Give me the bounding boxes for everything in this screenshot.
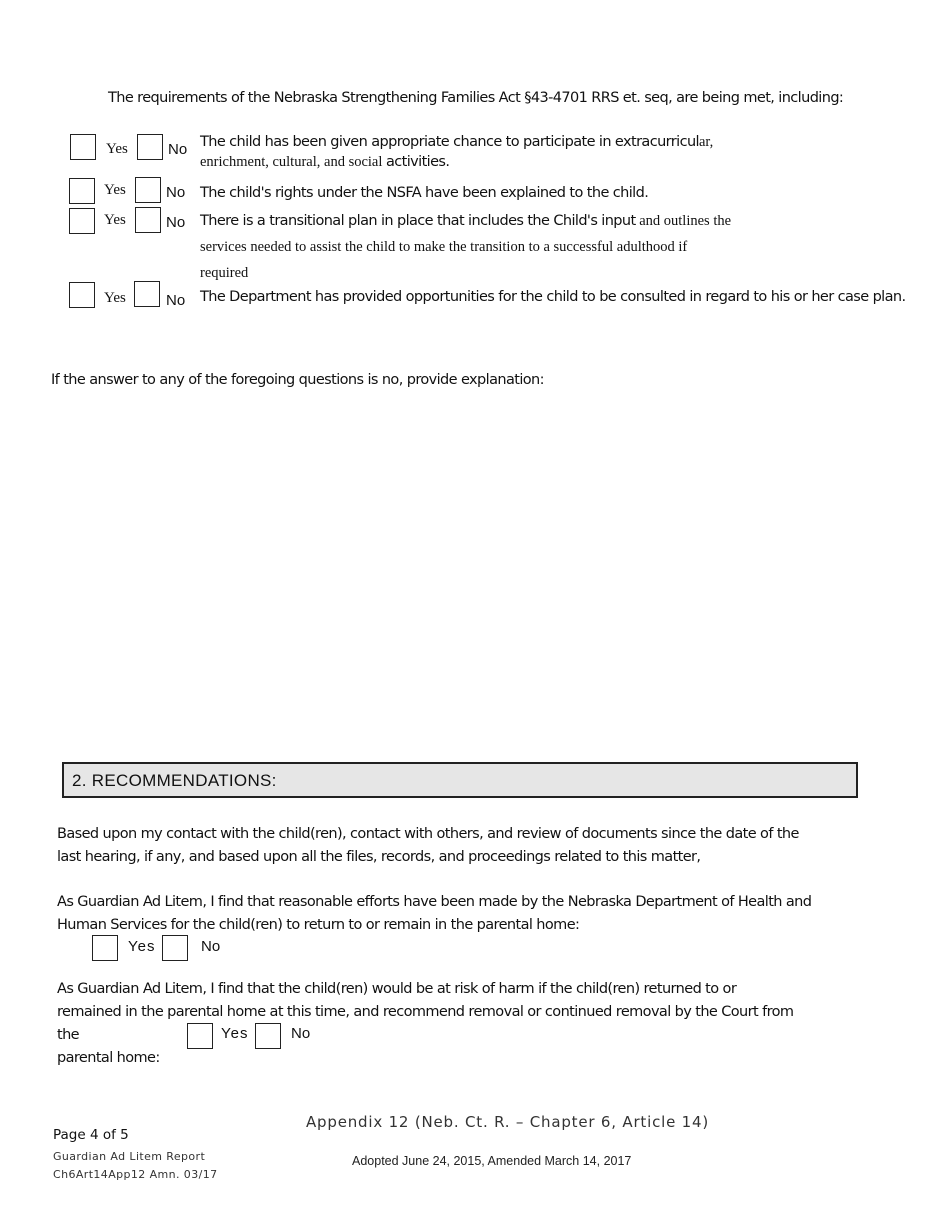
q1-no-label: No [168, 141, 188, 158]
explanation-prompt: If the answer to any of the foregoing questions is no, provide explanation: [51, 372, 544, 388]
document-code: Ch6Art14App12 Amn. 03/17 [53, 1168, 218, 1181]
risk-yes-label: Yes [221, 1025, 249, 1042]
q3-yes-label: Yes [104, 212, 126, 228]
q2-yes-checkbox[interactable] [69, 178, 95, 204]
q4-no-checkbox[interactable] [134, 281, 160, 307]
efforts-no-label: No [201, 938, 221, 955]
adoption-note: Adopted June 24, 2015, Amended March 14, 2017 [352, 1154, 632, 1168]
q1-yes-checkbox[interactable] [70, 134, 96, 160]
q2-no-checkbox[interactable] [135, 177, 161, 203]
q1-text: The child has been given appropriate chance to participate in extracurricular, enrichment, cultural, and social activities. [200, 134, 714, 170]
recommendations-paragraph-2 [57, 891, 817, 937]
efforts-no-checkbox[interactable] [162, 935, 188, 961]
q2-yes-label: Yes [104, 182, 126, 198]
para3-line2: remained in the parental home at this time, and recommend removal or continued removal by the Court from the [57, 1004, 794, 1043]
q4-yes-checkbox[interactable] [69, 282, 95, 308]
q1-yes-label: Yes [106, 141, 128, 157]
intro-text: The requirements of the Nebraska Strengthening Families Act §43-4701 RRS et. seq, are being met, including: [108, 90, 844, 106]
q3-text: There is a transitional plan in place that includes the Child's input and outlines the services needed to assist the child to make the transition to a successful adulthood if required [200, 213, 732, 281]
q4-text: The Department has provided opportunities for the child to be consulted in regard to his or her case plan. [200, 289, 906, 305]
para3-line1: As Guardian Ad Litem, I find that the child(ren) would be at risk of harm if the child(ren) returned to or [57, 981, 737, 997]
page-number: Page 4 of 5 [53, 1127, 129, 1143]
risk-yes-checkbox[interactable] [187, 1023, 213, 1049]
para2-line2: Human Services for the child(ren) to return to or remain in the parental home: [57, 917, 580, 933]
para2-line1: As Guardian Ad Litem, I find that reasonable efforts have been made by the Nebraska Department of Health and [57, 894, 812, 910]
q2-no-label: No [166, 184, 186, 201]
appendix-title: Appendix 12 (Neb. Ct. R. – Chapter 6, Article 14) [306, 1113, 710, 1131]
risk-no-checkbox[interactable] [255, 1023, 281, 1049]
para3-line3: parental home: [57, 1050, 160, 1066]
recommendations-title: 2. RECOMMENDATIONS: [72, 771, 277, 790]
recommendations-header [62, 762, 858, 798]
efforts-yes-checkbox[interactable] [92, 935, 118, 961]
recommendations-paragraph-3 [57, 978, 817, 1070]
q1-no-checkbox[interactable] [137, 134, 163, 160]
q3-no-checkbox[interactable] [135, 207, 161, 233]
q3-yes-checkbox[interactable] [69, 208, 95, 234]
report-name: Guardian Ad Litem Report [53, 1150, 206, 1163]
para1-line2: last hearing, if any, and based upon all the files, records, and proceedings related to this matter, [57, 849, 701, 865]
q3-no-label: No [166, 214, 186, 231]
q4-yes-label: Yes [104, 290, 126, 306]
recommendations-paragraph-1 [57, 823, 817, 869]
q2-text: The child's rights under the NSFA have been explained to the child. [200, 185, 649, 201]
para1-line1: Based upon my contact with the child(ren), contact with others, and review of documents since the date of the [57, 826, 799, 842]
efforts-yes-label: Yes [128, 938, 156, 955]
risk-no-label: No [291, 1025, 311, 1042]
q4-no-label: No [166, 292, 186, 309]
